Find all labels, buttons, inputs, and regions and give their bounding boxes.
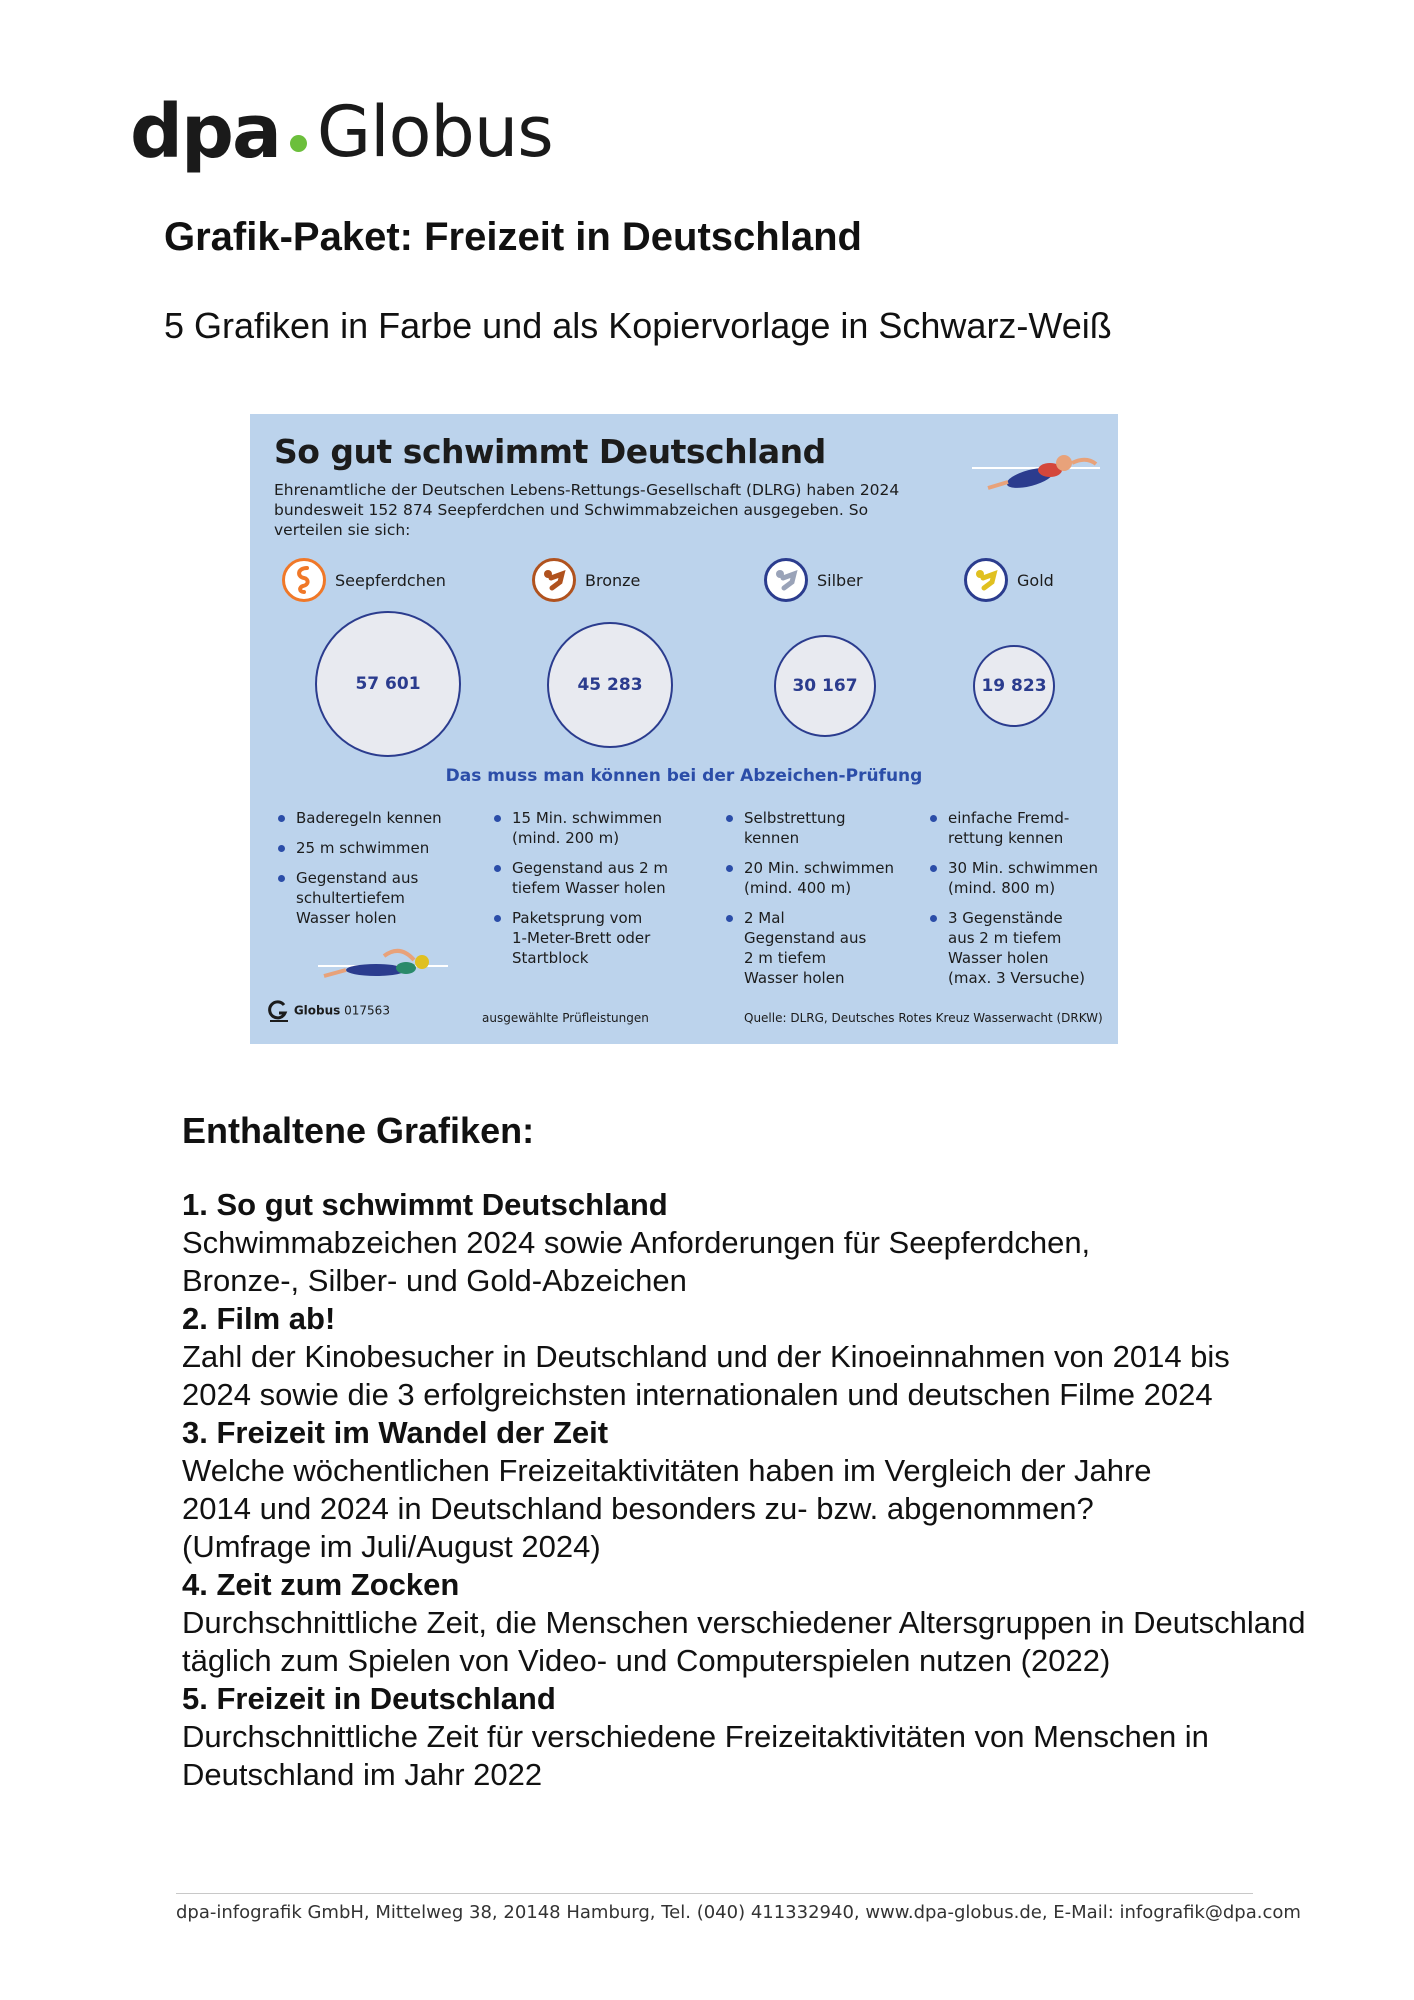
seahorse-icon <box>282 558 326 602</box>
requirements-heading: Das muss man können bei der Abzeichen-Prüfung <box>445 766 923 786</box>
badge-seepferdchen <box>282 558 446 602</box>
list-item <box>182 1186 1312 1300</box>
requirement-item: 25 m schwimmen <box>278 838 458 858</box>
list-item-desc: Durchschnittliche Zeit für verschiedene Freizeitaktivitäten von Menschen in Deutschland im Jahr 2022 <box>182 1719 1209 1792</box>
list-item-desc: Zahl der Kinobesucher in Deutschland und der Kinoeinnahmen von 2014 bis 2024 sowie die 3 erfolgreichsten internationalen und deutschen Filme 2024 <box>182 1339 1230 1412</box>
requirement-item: Gegenstand aus 2 m tiefem Wasser holen <box>494 858 672 898</box>
badge-label: Gold <box>1017 570 1054 590</box>
globus-footer-logo <box>268 999 390 1023</box>
list-item <box>182 1300 1312 1414</box>
page-footer: dpa-infografik GmbH, Mittelweg 38, 20148 Hamburg, Tel. (040) 411332940, www.dpa-globus.de, E-Mail: infografik@dpa.com <box>176 1902 1301 1923</box>
list-item-desc: Welche wöchentlichen Freizeitaktivitäten haben im Vergleich der Jahre 2014 und 2024 in Deutschland besonders zu- bzw. abgenommen? (Umfrage im Juli/August 2024) <box>182 1453 1152 1564</box>
contents-heading: Enthaltene Grafiken: <box>182 1110 535 1151</box>
list-item-desc: Schwimmabzeichen 2024 sowie Anforderungen für Seepferdchen, Bronze-, Silber- und Gold-Abzeichen <box>182 1225 1091 1298</box>
globus-g-icon <box>268 999 290 1023</box>
footer-note: ausgewählte Prüfleistungen <box>482 1011 649 1025</box>
requirement-item: einfache Fremd-rettung kennen <box>930 808 1088 848</box>
diver-icon <box>964 558 1008 602</box>
badge-label: Silber <box>817 570 863 590</box>
requirement-item: 30 Min. schwimmen (mind. 800 m) <box>930 858 1118 898</box>
diver-icon <box>764 558 808 602</box>
list-item <box>182 1566 1312 1680</box>
bubble-seepferdchen: 57 601 <box>315 611 461 757</box>
page-subtitle: 5 Grafiken in Farbe und als Kopiervorlage in Schwarz-Weiß <box>164 305 1112 346</box>
list-item-title: 2. Film ab! <box>182 1301 336 1336</box>
logo-globus-text: Globus <box>316 91 553 173</box>
list-item-title: 3. Freizeit im Wandel der Zeit <box>182 1415 609 1450</box>
globus-brand: Globus <box>293 1003 341 1018</box>
requirement-item: Gegenstand aus schultertiefem Wasser holen <box>278 868 426 928</box>
bubble-bronze: 45 283 <box>547 622 673 748</box>
page-title: Grafik-Paket: Freizeit in Deutschland <box>164 215 862 259</box>
dpa-globus-logo <box>130 82 553 182</box>
requirement-item: 2 Mal Gegenstand aus 2 m tiefem Wasser holen <box>726 908 874 988</box>
diver-icon <box>532 558 576 602</box>
list-item <box>182 1680 1312 1794</box>
infographic-card <box>250 414 1118 1044</box>
infographic-intro: Ehrenamtliche der Deutschen Lebens-Rettungs-Gesellschaft (DLRG) haben 2024 bundesweit 152 874 Seepferdchen und Schwimmabzeichen ausgegeben. So verteilen sie sich: <box>274 481 900 539</box>
requirement-item: Baderegeln kennen <box>278 808 458 828</box>
requirement-item: 3 Gegenstände aus 2 m tiefem Wasser holen (max. 3 Versuche) <box>930 908 1088 988</box>
list-item-title: 1. So gut schwimmt Deutschland <box>182 1187 668 1222</box>
footer-divider <box>176 1893 1253 1894</box>
badge-label: Bronze <box>585 570 641 590</box>
graphic-id: 017563 <box>344 1003 390 1018</box>
logo-dot-icon <box>290 135 307 152</box>
requirement-item: 20 Min. schwimmen (mind. 400 m) <box>726 858 914 898</box>
badge-label: Seepferdchen <box>335 570 446 590</box>
footer-source: Quelle: DLRG, Deutsches Rotes Kreuz Wasserwacht (DRKW) <box>744 1011 1103 1025</box>
requirement-item: 15 Min. schwimmen (mind. 200 m) <box>494 808 662 848</box>
list-item-title: 4. Zeit zum Zocken <box>182 1567 460 1602</box>
requirements-column-silber <box>726 808 916 998</box>
badge-silber <box>764 558 863 602</box>
bubble-silber: 30 167 <box>774 635 876 737</box>
list-item <box>182 1414 1312 1566</box>
requirement-item: Selbstrettung kennen <box>726 808 864 848</box>
requirements-column-gold <box>930 808 1110 998</box>
contents-list <box>182 1186 1312 1794</box>
bubble-gold: 19 823 <box>973 645 1055 727</box>
list-item-title: 5. Freizeit in Deutschland <box>182 1681 556 1716</box>
requirement-item: Paketsprung vom 1-Meter-Brett oder Startblock <box>494 908 662 968</box>
logo-dpa-text: dpa <box>130 89 280 175</box>
swimmer-crawl-illustration-icon <box>318 936 448 996</box>
badge-gold <box>964 558 1054 602</box>
requirements-column-bronze <box>494 808 674 978</box>
badge-bronze <box>532 558 640 602</box>
infographic-title: So gut schwimmt Deutschland <box>274 432 826 471</box>
requirements-column-seepferdchen <box>278 808 458 938</box>
swimmer-illustration-icon <box>972 448 1100 508</box>
list-item-desc: Durchschnittliche Zeit, die Menschen verschiedener Altersgruppen in Deutschland täglich zum Spielen von Video- und Computerspielen nutzen (2022) <box>182 1605 1306 1678</box>
